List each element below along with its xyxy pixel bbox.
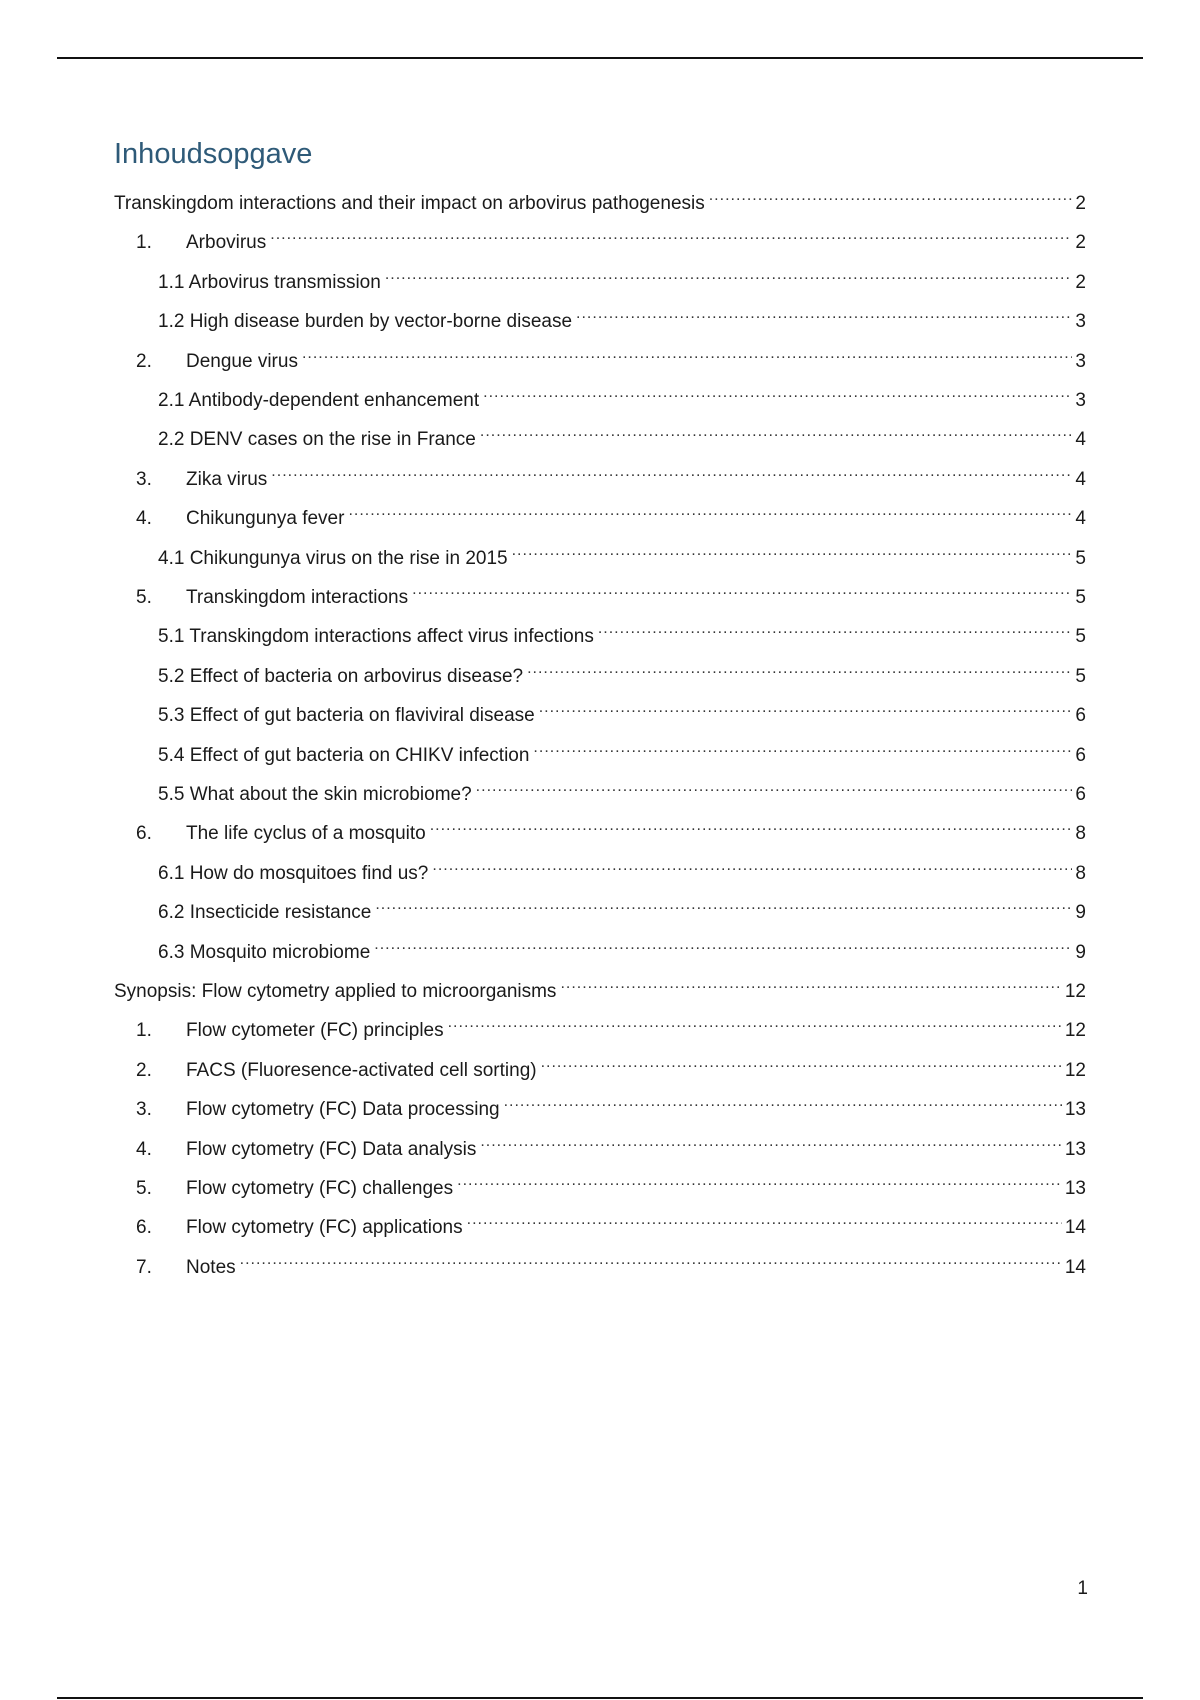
toc-entry-label: The life cyclus of a mosquito bbox=[186, 823, 426, 844]
toc-dot-leader bbox=[539, 695, 1073, 721]
toc-entry-page: 13 bbox=[1064, 1178, 1086, 1199]
toc-entry[interactable] bbox=[158, 695, 1086, 726]
toc-entry-label: Transkingdom interactions bbox=[186, 587, 409, 608]
toc-entry-page: 8 bbox=[1075, 863, 1086, 884]
toc-dot-leader bbox=[483, 380, 1072, 406]
toc-dot-leader bbox=[480, 419, 1073, 445]
toc-entry-label: 6.3 Mosquito microbiome bbox=[158, 942, 371, 963]
toc-entry-page: 14 bbox=[1064, 1257, 1086, 1278]
toc-entry-label: 5.1 Transkingdom interactions affect virus infections bbox=[158, 626, 594, 647]
toc-entry[interactable] bbox=[158, 853, 1086, 884]
toc-entry[interactable] bbox=[158, 892, 1086, 923]
toc-entry-label: Zika virus bbox=[186, 469, 268, 490]
toc-dot-leader bbox=[709, 183, 1073, 209]
toc-entry-number: 2. bbox=[136, 351, 152, 372]
toc-entry[interactable] bbox=[136, 1129, 1086, 1160]
toc-entry-number: 1. bbox=[136, 232, 152, 253]
toc-entry-number: 4. bbox=[136, 508, 152, 529]
toc-entry[interactable] bbox=[158, 380, 1086, 411]
toc-entry-page: 9 bbox=[1075, 942, 1086, 963]
toc-dot-leader bbox=[598, 616, 1073, 642]
footer-rule bbox=[57, 1697, 1143, 1699]
toc-entry-page: 3 bbox=[1075, 390, 1086, 411]
toc-entry-label: 1.1 Arbovirus transmission bbox=[158, 272, 381, 293]
toc-dot-leader bbox=[512, 538, 1073, 564]
toc-entry[interactable] bbox=[136, 498, 1086, 529]
toc-dot-leader bbox=[448, 1010, 1062, 1036]
toc-entry-number: 4. bbox=[136, 1139, 152, 1160]
toc-entry-label: 4.1 Chikungunya virus on the rise in 2015 bbox=[158, 548, 508, 569]
toc-dot-leader bbox=[430, 813, 1073, 839]
toc-entry-page: 5 bbox=[1075, 587, 1086, 608]
toc-entry-page: 3 bbox=[1075, 351, 1086, 372]
toc-entry[interactable] bbox=[158, 538, 1086, 569]
toc-entry-page: 12 bbox=[1064, 1060, 1086, 1081]
toc-dot-leader bbox=[504, 1089, 1062, 1115]
toc-entry-label: Notes bbox=[186, 1257, 236, 1278]
toc-entry[interactable] bbox=[114, 183, 1086, 214]
toc-entry-label: 1.2 High disease burden by vector-borne disease bbox=[158, 311, 573, 332]
toc-entry-label: Transkingdom interactions and their impact on arbovirus pathogenesis bbox=[114, 193, 705, 214]
toc-entry-label: FACS (Fluoresence-activated cell sorting) bbox=[186, 1060, 537, 1081]
page-number: 1 bbox=[1077, 1578, 1088, 1599]
toc-entry[interactable] bbox=[136, 222, 1086, 253]
toc-entry-number: 5. bbox=[136, 1178, 152, 1199]
toc-entry-label: 5.5 What about the skin microbiome? bbox=[158, 784, 472, 805]
toc-dot-leader bbox=[270, 222, 1072, 248]
toc-entry[interactable] bbox=[158, 932, 1086, 963]
toc-dot-leader bbox=[457, 1168, 1062, 1194]
toc-dot-leader bbox=[467, 1207, 1062, 1233]
toc-entry-page: 4 bbox=[1075, 469, 1086, 490]
toc-dot-leader bbox=[271, 459, 1072, 485]
toc-dot-leader bbox=[348, 498, 1072, 524]
toc-entry-page: 9 bbox=[1075, 902, 1086, 923]
toc-entry[interactable] bbox=[136, 1010, 1086, 1041]
toc-entry[interactable] bbox=[136, 1247, 1086, 1278]
toc-entry-label: Arbovirus bbox=[186, 232, 267, 253]
toc-entry-label: Flow cytometry (FC) Data processing bbox=[186, 1099, 500, 1120]
toc-entry-label: 5.3 Effect of gut bacteria on flaviviral disease bbox=[158, 705, 535, 726]
toc-dot-leader bbox=[480, 1129, 1062, 1155]
toc-entry[interactable] bbox=[158, 616, 1086, 647]
toc-entry[interactable] bbox=[136, 1089, 1086, 1120]
toc-entry-label: 6.1 How do mosquitoes find us? bbox=[158, 863, 429, 884]
toc-entry-page: 5 bbox=[1075, 626, 1086, 647]
toc-entry-number: 7. bbox=[136, 1257, 152, 1278]
toc-entry[interactable] bbox=[136, 1207, 1086, 1238]
toc-entry[interactable] bbox=[158, 301, 1086, 332]
toc-entry-label: 6.2 Insecticide resistance bbox=[158, 902, 372, 923]
toc-entry-page: 13 bbox=[1064, 1139, 1086, 1160]
toc-entry[interactable] bbox=[136, 341, 1086, 372]
toc-entry-page: 5 bbox=[1075, 666, 1086, 687]
toc-dot-leader bbox=[385, 262, 1073, 288]
toc-dot-leader bbox=[432, 853, 1072, 879]
toc-entry[interactable] bbox=[136, 1050, 1086, 1081]
toc-entry-page: 6 bbox=[1075, 745, 1086, 766]
toc-entry-label: Flow cytometer (FC) principles bbox=[186, 1020, 444, 1041]
toc-entry-page: 2 bbox=[1075, 272, 1086, 293]
toc-entry-number: 2. bbox=[136, 1060, 152, 1081]
toc-entry-page: 6 bbox=[1075, 705, 1086, 726]
toc-entry-number: 5. bbox=[136, 587, 152, 608]
toc-entry-label: 2.2 DENV cases on the rise in France bbox=[158, 429, 476, 450]
toc-entry-page: 4 bbox=[1075, 508, 1086, 529]
toc-dot-leader bbox=[375, 892, 1072, 918]
toc-entry-label: 5.4 Effect of gut bacteria on CHIKV infection bbox=[158, 745, 530, 766]
toc-dot-leader bbox=[302, 341, 1072, 367]
toc-title: Inhoudsopgave bbox=[114, 138, 313, 170]
toc-entry-label: Dengue virus bbox=[186, 351, 298, 372]
toc-entry-number: 3. bbox=[136, 1099, 152, 1120]
toc-entry[interactable] bbox=[136, 813, 1086, 844]
toc-dot-leader bbox=[374, 932, 1072, 958]
toc-dot-leader bbox=[412, 577, 1072, 603]
toc-dot-leader bbox=[533, 735, 1072, 761]
toc-entry[interactable] bbox=[158, 774, 1086, 805]
toc-entry-page: 6 bbox=[1075, 784, 1086, 805]
toc-entry[interactable] bbox=[158, 262, 1086, 293]
toc-entry-number: 6. bbox=[136, 1217, 152, 1238]
toc-entry-page: 8 bbox=[1075, 823, 1086, 844]
toc-entry-number: 1. bbox=[136, 1020, 152, 1041]
toc-entry-page: 5 bbox=[1075, 548, 1086, 569]
toc-entry[interactable] bbox=[158, 419, 1086, 450]
toc-entry-label: Flow cytometry (FC) applications bbox=[186, 1217, 463, 1238]
toc-entry-page: 12 bbox=[1064, 981, 1086, 1002]
toc-entry-label: 5.2 Effect of bacteria on arbovirus disease? bbox=[158, 666, 524, 687]
toc-entry[interactable] bbox=[136, 577, 1086, 608]
toc-dot-leader bbox=[527, 656, 1072, 682]
toc-entry-label: 2.1 Antibody-dependent enhancement bbox=[158, 390, 480, 411]
toc-entry-page: 3 bbox=[1075, 311, 1086, 332]
toc-entry-label: Flow cytometry (FC) challenges bbox=[186, 1178, 454, 1199]
toc-entry[interactable] bbox=[158, 735, 1086, 766]
toc-entry-page: 14 bbox=[1064, 1217, 1086, 1238]
toc-entry-page: 4 bbox=[1075, 429, 1086, 450]
toc-entry[interactable] bbox=[158, 656, 1086, 687]
toc-dot-leader bbox=[240, 1247, 1062, 1273]
toc-entry-label: Flow cytometry (FC) Data analysis bbox=[186, 1139, 477, 1160]
toc-entry-page: 12 bbox=[1064, 1020, 1086, 1041]
toc-entry-page: 2 bbox=[1075, 193, 1086, 214]
toc-dot-leader bbox=[476, 774, 1073, 800]
toc-entry-number: 3. bbox=[136, 469, 152, 490]
toc-dot-leader bbox=[560, 971, 1061, 997]
toc-entry-label: Synopsis: Flow cytometry applied to microorganisms bbox=[114, 981, 557, 1002]
toc-entry[interactable] bbox=[136, 1168, 1086, 1199]
toc-entry[interactable] bbox=[114, 971, 1086, 1002]
toc-entry-number: 6. bbox=[136, 823, 152, 844]
toc-entry-page: 13 bbox=[1064, 1099, 1086, 1120]
toc-entry[interactable] bbox=[136, 459, 1086, 490]
toc-entry-label: Chikungunya fever bbox=[186, 508, 345, 529]
toc-dot-leader bbox=[576, 301, 1072, 327]
toc-dot-leader bbox=[541, 1050, 1062, 1076]
toc-entry-page: 2 bbox=[1075, 232, 1086, 253]
